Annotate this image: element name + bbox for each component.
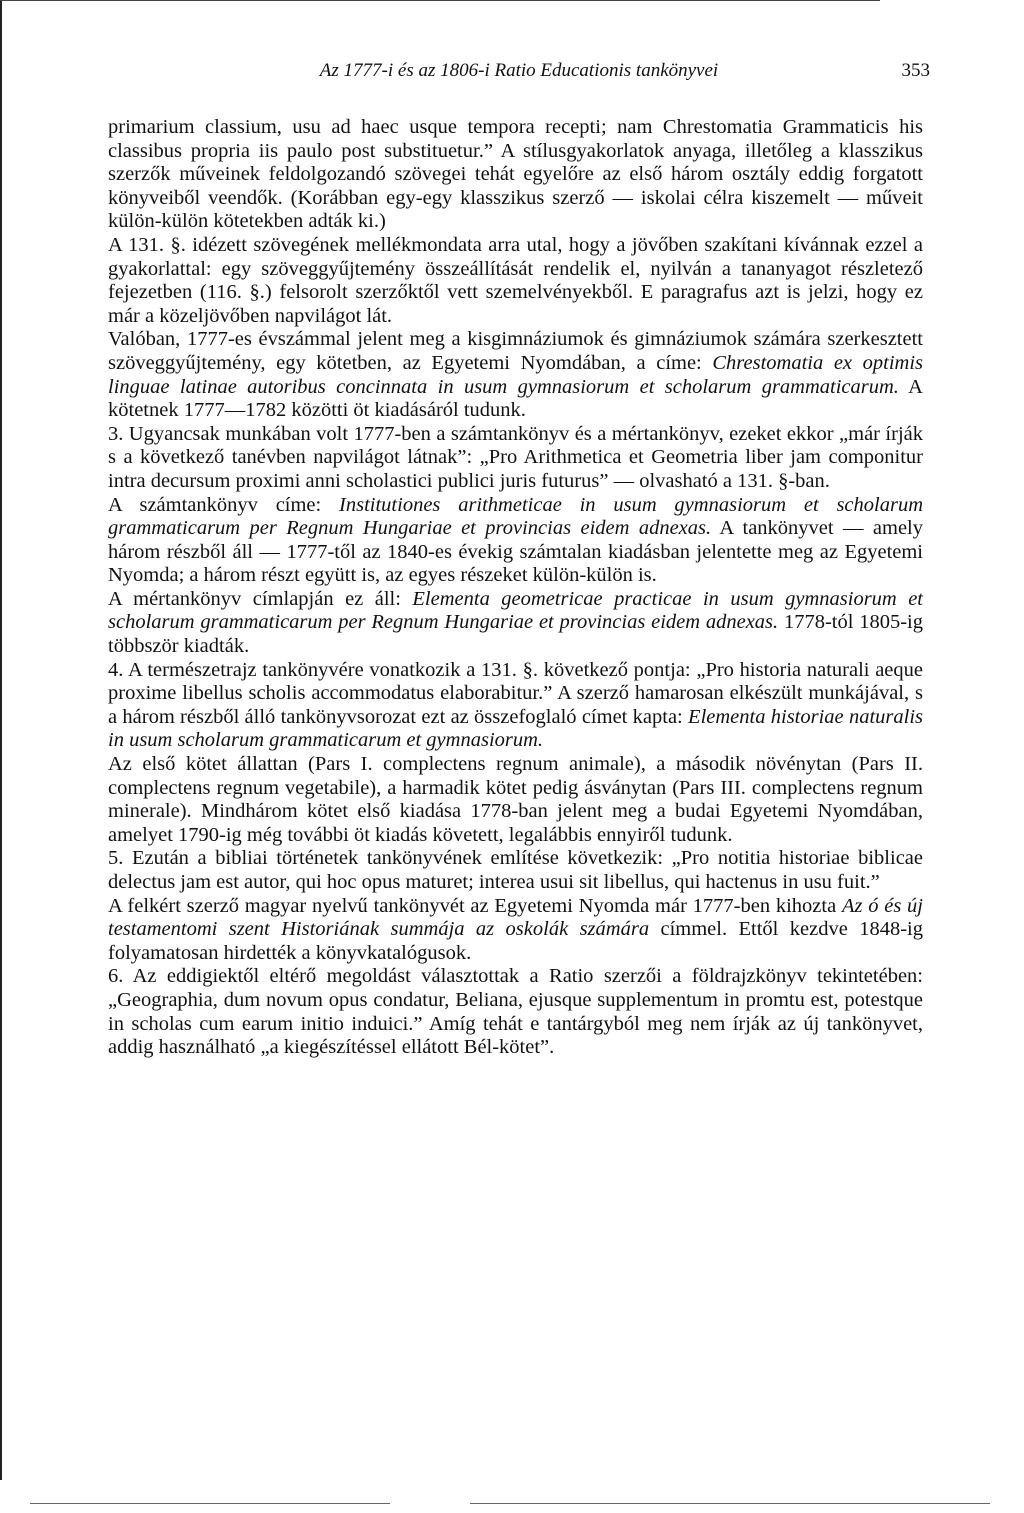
body-text <box>108 116 923 1060</box>
text-run: 6. Az eddigiektől eltérő megoldást választottak a Ratio szerzői a földrajzkönyv tekintetében: „Geographia, dum novum opus condatur, Beliana, ejusque supplementum in promtu est, potestque in scholas cum earum initio induici.” Amíg tehát e tantárgyból meg nem írják az új tankönyvet, addig használható „a kiegészítéssel ellátott Bél-kötet”. <box>108 965 923 1059</box>
paragraph <box>108 494 923 588</box>
paragraph <box>108 847 923 894</box>
text-run: A mértankönyv címlapján ez áll: <box>108 587 413 610</box>
paragraph <box>108 895 923 966</box>
paragraph <box>108 423 923 494</box>
text-run: Valóban, 1777-es évszámmal jelent meg a kisgimnáziumok és gimnáziumok számára szerkesztett szöveggyűjtemény, egy kötetben, az Egyetemi Nyomdában, a címe: <box>108 328 923 374</box>
text-run: 5. Ezután a bibliai történetek tankönyvének említése következik: „Pro notitia historiae biblicae delectus jam est autor, qui hoc opus maturet; interea usui sit libellus, qui hactenus in usu fuit.” <box>108 847 923 893</box>
page-edge-left <box>0 0 2 1480</box>
italic-title: Elementa geometricae practicae in usum gymnasiorum et scholarum grammaticarum per Regnum Hungariae et provincias eidem adnexas. <box>108 587 923 634</box>
italic-title: Az ó és új testamentomi szent Historiának summája az oskolák számára <box>108 894 923 941</box>
text-run: 4. A természetrajz tankönyvére vonatkozik a 131. §. következő pontja: „Pro historia naturali aeque proxime libellus scholis accommodatus elaborabitur.” A szerző hamarosan elkészült munkájával, s a három részből álló tankönyvsorozat ezt az összefoglaló címet kapta: <box>108 658 923 728</box>
italic-title: Institutiones arithmeticae in usum gymnasiorum et scholarum grammaticarum per Regnum Hungariae et provincias eidem adnexas. <box>108 493 923 540</box>
paragraph <box>108 234 923 328</box>
paragraph <box>108 328 923 422</box>
text-run: A számtankönyv címe: <box>108 493 340 516</box>
text-run: 3. Ugyancsak munkában volt 1777-ben a számtankönyv és a mértankönyv, ezeket ekkor „már írják s a következő tanévben napvilágot látnak”: „Pro Arithmetica et Geometria liber jam componitur intra decursum proximi anni scholastici publici juris futurus” — olvasható a 131. §-ban. <box>108 422 923 492</box>
text-run: A 131. §. idézett szövegének mellékmondata arra utal, hogy a jövőben szakítani kívánnak ezzel a gyakorlattal: egy szöveggyűjtemény összeállítását rendelik el, nyilván a tananyagot részletező fejezetben (116. §.) felsorolt szerzőktől vett szemelvényekből. E paragrafus azt is jelzi, hogy ez már a közeljövőben napvilágot lát. <box>108 233 923 327</box>
paragraph <box>108 753 923 847</box>
page-header <box>108 60 930 90</box>
italic-title: Elementa historiae naturalis in usum scholarum grammaticarum et gymnasiorum. <box>108 705 923 752</box>
page-edge-top <box>0 0 880 1</box>
text-run: A tankönyvet — amely három részből áll — 1777-től az 1840-es évekig számtalan kiadásban jelentette meg az Egyetemi Nyomda; a három részt együtt is, az egyes részeket külön-külön is. <box>108 517 923 587</box>
text-run: 1778-tól 1805-ig többször kiadták. <box>108 611 923 658</box>
italic-title: Chrestomatia ex optimis linguae latinae autoribus concinnata in usum gymnasiorum et scholarum grammaticarum. <box>108 351 923 398</box>
text-run: Az első kötet állattan (Pars I. complectens regnum animale), a második növénytan (Pars II. complectens regnum vegetabile), a harmadik kötet pedig ásványtan (Pars III. complectens regnum minerale). Mindhárom kötet első kiadása 1778-ban jelent meg a budai Egyetemi Nyomdában, amelyet 1790-ig még további öt kiadás követett, legalábbis ennyiről tudunk. <box>108 753 923 846</box>
paragraph <box>108 965 923 1059</box>
paragraph <box>108 116 923 234</box>
paragraph <box>108 588 923 659</box>
text-run: primarium classium, usu ad haec usque tempora recepti; nam Chrestomatia Grammaticis his classibus propria iis paulo post substituetur.” A stílusgyakorlatok anyaga, illetőleg a klasszikus szerzők műveinek feldolgozandó szövegei tehát egyelőre az első három osztály eddig forgatott könyveiből veendők. (Korábban egy-egy klasszikus szerző — iskolai célra kiszemelt — műveit külön-külön kötetekben adták ki.) <box>108 116 923 233</box>
paragraph <box>108 659 923 753</box>
text-run: A kötetnek 1777—1782 közötti öt kiadásáról tudunk. <box>108 375 923 422</box>
footer-rule-left <box>30 1503 390 1504</box>
footer-rule-right <box>470 1503 990 1504</box>
text-run: címmel. Ettől kezdve 1848-ig folyamatosan hirdették a könyvkatalógusok. <box>108 918 923 964</box>
page-number: 353 <box>901 60 930 81</box>
running-title: Az 1777-i és az 1806-i Ratio Educationis tankönyvei <box>319 60 719 81</box>
text-run: A felkért szerző magyar nyelvű tankönyvét az Egyetemi Nyomda már 1777-ben kihozta <box>108 894 842 917</box>
